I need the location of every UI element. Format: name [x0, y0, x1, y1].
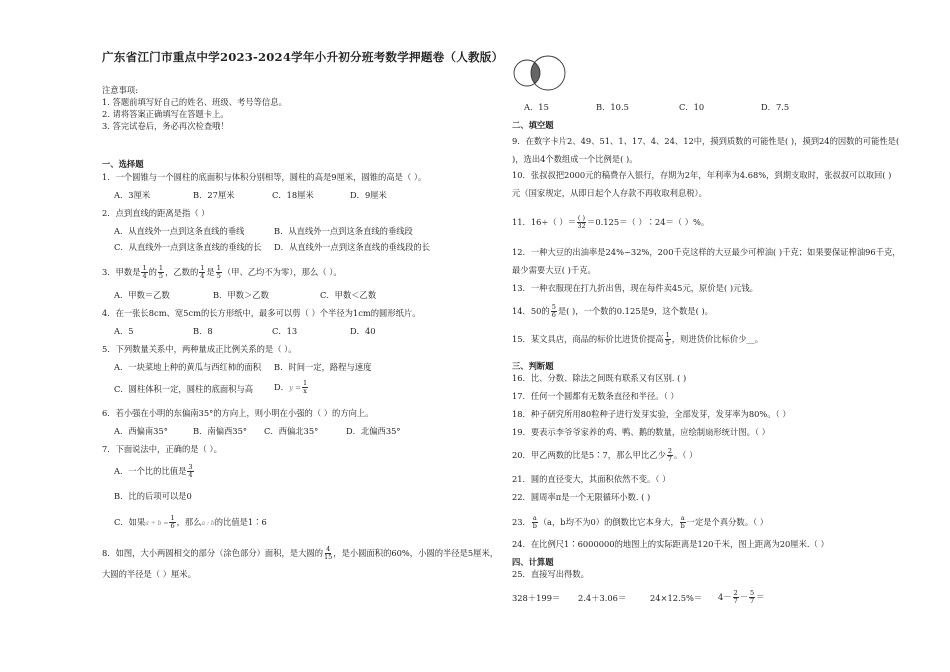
fraction: $\frac{a}{b}$ [532, 514, 537, 530]
question-21: 21．圆的直径变大，其面积依然不变。（ ） [512, 474, 671, 484]
option-c: C．18厘米 [272, 190, 314, 200]
question-11: 11．16÷（ ）＝ $\frac{( )}{32}$ ＝0.125＝（ ）∶24＝（ ）%。 [512, 214, 710, 230]
option-c: C．如果a ÷ b = $\frac{1}{6}$ ，那么a : b的比值是1∶6 [114, 514, 267, 530]
question-10-cont: 元（国家规定，从即日起个人存款不再收取利息税）。 [512, 188, 707, 198]
option-b: B．比的后项可以是0 [114, 491, 192, 501]
calc-expression: 4－ $\frac{2}{7}$ － $\frac{5}{7}$ ＝ [718, 589, 765, 605]
option-a: A．从直线外一点到这条直线的垂线 [114, 226, 245, 236]
question-5-stem: 5．下列数量关系中，两种量成正比例关系的是（ ）。 [102, 344, 297, 354]
fraction: $\frac{( )}{32}$ [577, 214, 586, 230]
question-3-stem [102, 265, 342, 280]
question-14: 14．50的 $\frac{5}{6}$ 是( )，一个数的0.125是9，这个数是( )。 [512, 303, 713, 319]
fraction: $\frac{5}{7}$ [750, 589, 755, 605]
section-heading: 二、填空题 [512, 120, 554, 130]
question-8-stem-cont: 大圆的半径是（ ）厘米。 [102, 569, 196, 579]
question-2-stem: 2．点到直线的距离是指（ ） [102, 208, 210, 218]
option-a: A．5 [114, 326, 134, 336]
note-item: 3. 答完试卷后，务必再次检查哦！ [102, 121, 229, 131]
fraction: $\frac{3}{4}$ [188, 463, 193, 479]
question-20: 20．甲乙两数的比是5∶7，那么甲比乙少 $\frac{2}{7}$ 。（ ） [512, 447, 698, 463]
intersecting-circles-figure [512, 54, 572, 92]
option-d: D．y = $\frac{1}{x}$ [274, 379, 308, 395]
note-item: 1. 答题前填写好自己的姓名、班级、考号等信息。 [102, 97, 287, 107]
question-17: 17．任何一个圆都有无数条直径和半径。（ ） [512, 391, 679, 401]
option-c: C．甲数＜乙数 [320, 290, 377, 300]
notes-header: 注意事项: [102, 85, 138, 95]
option-b: B．从直线外一点到这条直线的垂线段 [274, 226, 413, 236]
fraction: $\frac{4}{15}$ [324, 545, 333, 561]
question-7-stem: 7．下面说法中，正确的是（ ）。 [102, 444, 222, 454]
option-d: D．7.5 [761, 102, 790, 112]
option-b: B．8 [193, 326, 213, 336]
section-heading: 四、计算题 [512, 557, 554, 567]
q3-text: （甲、乙均不为零），那么（ ）。 [222, 267, 342, 277]
q3-text: 3．甲数是 [102, 267, 141, 277]
question-12: 12．一种大豆的出油率是24%~32%，200千克这样的大豆最少可榨油( )千克；如果要保证榨油96千克， [512, 247, 901, 257]
fraction: $\frac{1}{6}$ [170, 514, 175, 530]
calc-expression: 24×12.5%＝ [650, 593, 703, 603]
question-4-stem: 4．在一张长8cm、宽5cm的长方形纸中，最多可以剪（ ）个半径为1cm的圆形纸片。 [102, 308, 421, 318]
question-6-stem: 6．若小强在小明的东偏南35°的方向上，则小明在小强的（ ）的方向上。 [102, 408, 374, 418]
fraction: $\frac{1}{5}$ [216, 264, 221, 280]
question-18: 18．种子研究所用80粒种子进行发芽实验，全部发芽，发芽率为80%。（ ） [512, 409, 791, 419]
section-heading: 三、判断题 [512, 361, 554, 371]
calc-expression: 2.4＋3.06＝ [578, 593, 627, 603]
fraction: $\frac{1}{4}$ [142, 264, 147, 280]
note-item: 2. 请将答案正确填写在答题卡上。 [102, 109, 229, 119]
option-c: C．从直线外一点到这条直线的垂线的长 [114, 242, 262, 252]
fraction: $\frac{2}{7}$ [667, 447, 673, 463]
q3-text: ，乙数的 [165, 267, 199, 277]
option-d: D．从直线外一点到这条直线的垂线段的长 [274, 242, 430, 252]
question-16: 16．比、分数、除法之间既有联系又有区别. ( ) [512, 373, 687, 383]
question-22: 22．圆周率π是一个无限循环小数. ( ) [512, 492, 651, 502]
fraction: $\frac{2}{7}$ [733, 589, 738, 605]
question-8-stem: 8．如图，大小两圆相交的部分（涂色部分）面积，是大圆的 $\frac{4}{15}$ ，是小圆面积的60%，小圆的半径是5厘米， [102, 545, 499, 561]
option-b: B．27厘米 [193, 190, 235, 200]
section-heading: 一、选择题 [102, 159, 144, 169]
question-10: 10．张叔叔把2000元的稿费存入银行，存期为2年，年利率为4.68%，到期支取时，张叔叔可以取回( ) [512, 170, 892, 180]
option-a: A．西偏南35° [114, 426, 168, 436]
option-d: D．北偏西35° [346, 426, 401, 436]
q3-text: 是 [206, 267, 215, 277]
option-b: B．10.5 [596, 102, 629, 112]
question-15: 15．某文具店，商品的标价比进货价提高 $\frac{1}{5}$ ，则进货价比标价少__。 [512, 331, 764, 347]
option-c: C．10 [679, 102, 705, 112]
question-23: 23． $\frac{a}{b}$ （a，b均不为0）的倒数比它本身大， $\frac{a}{b}$ 一定是个真分数。（ ） [512, 514, 769, 530]
option-a: A．15 [524, 102, 549, 112]
question-13: 13．一种衣服现在打九折出售，现在每件卖45元，原价是( )元钱。 [512, 283, 758, 293]
fraction: $\frac{1}{5}$ [665, 331, 670, 347]
calc-expression: 328＋199＝ [512, 593, 561, 603]
question-9: 9．在数字卡片2、49、51、1、17、4、24、12中，摸到质数的可能性是( )，摸到24的因数的可能性是( )，选出4个数组成一个比例是( )。 [512, 136, 900, 164]
option-d: D．40 [350, 326, 376, 336]
fraction: $\frac{1}{4}$ [200, 264, 205, 280]
page-title: 广东省江门市重点中学2023-2024学年小升初分班考数学押题卷（人教版） [102, 50, 504, 64]
fraction: $\frac{1}{x}$ [303, 379, 308, 395]
question-1-stem: 1．一个圆锥与一个圆柱的底面积与体积分别相等，圆柱的高是9厘米，圆锥的高是（ ）。 [102, 172, 427, 182]
fraction: $\frac{5}{6}$ [551, 303, 556, 319]
option-a: A．一个比的比值是 $\frac{3}{4}$ [114, 463, 193, 479]
fraction: $\frac{a}{b}$ [680, 514, 685, 530]
question-12-cont: 最少需要大豆( )千克。 [512, 265, 596, 275]
option-a: A．3厘米 [114, 190, 151, 200]
option-c: C．西偏北35° [264, 426, 319, 436]
option-d: D．9厘米 [350, 190, 387, 200]
option-b: B．南偏西35° [193, 426, 247, 436]
option-b: B．甲数＞乙数 [213, 290, 269, 300]
option-c: C．圆柱体积一定，圆柱的底面积与高 [114, 384, 254, 394]
option-a: A．一块菜地上种的黄瓜与西红柿的面积 [114, 362, 262, 372]
option-a: A．甲数＝乙数 [114, 290, 170, 300]
question-19: 19．要表示李爷爷家养的鸡、鸭、鹅的数量，应绘制扇形统计图。（ ） [512, 427, 770, 437]
question-25-stem: 25．直接写出得数。 [512, 569, 589, 579]
option-b: B．时间一定，路程与速度 [274, 362, 372, 372]
fraction: $\frac{1}{5}$ [158, 264, 164, 280]
question-24: 24．在比例尺1∶6000000的地图上的实际距离是120千米，图上距离为20厘米.（ ） [512, 539, 829, 549]
option-c: C．13 [272, 326, 298, 336]
q3-text: 的 [148, 267, 157, 277]
